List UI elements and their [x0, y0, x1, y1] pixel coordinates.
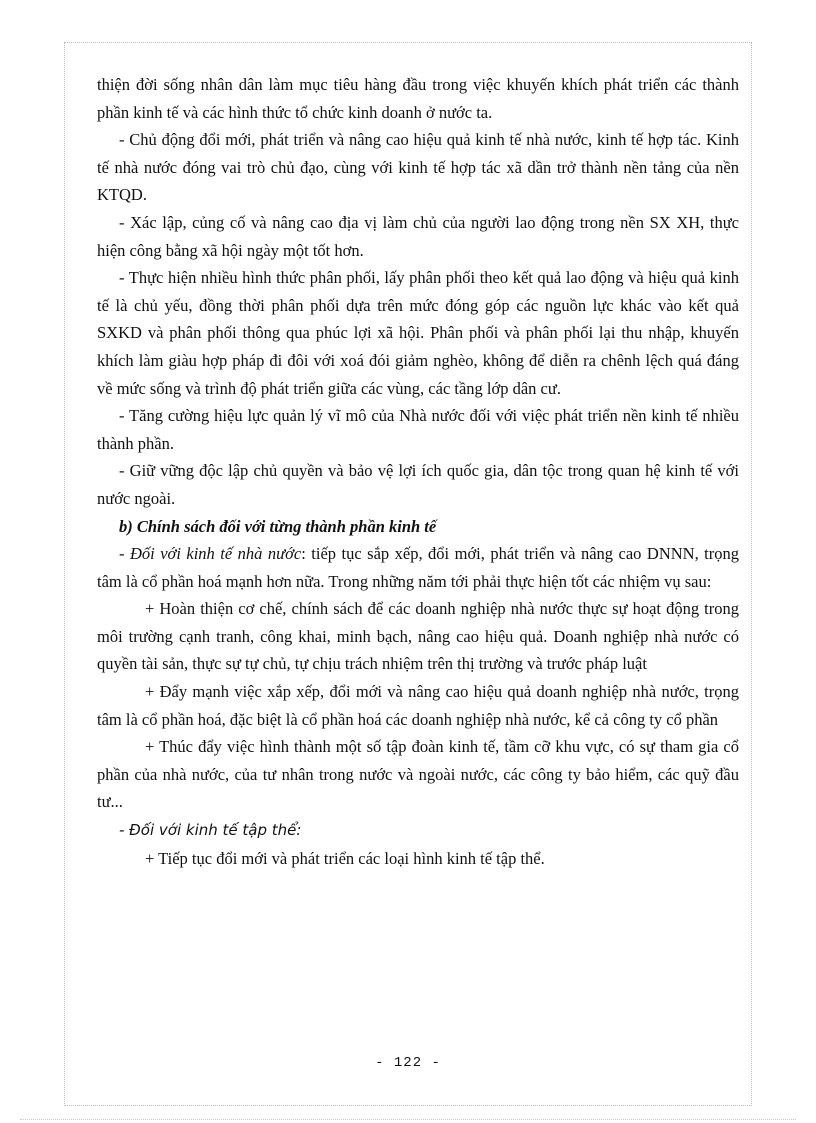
paragraph-macro-management: - Tăng cường hiệu lực quản lý vĩ mô của Nhà nước đối với việc phát triển nền kinh tế nhiều thành phần.	[97, 406, 739, 453]
paragraph-state-economy: - Chủ động đổi mới, phát triển và nâng cao hiệu quả kinh tế nhà nước, kinh tế hợp tác. Kinh tế nhà nước đóng vai trò chủ đạo, cùng với kinh tế hợp tác xã dần trở thành nền tảng của nền KTQD.	[97, 130, 739, 205]
task-item-2: + Đẩy mạnh việc xắp xếp, đổi mới và nâng cao hiệu quả doanh nghiệp nhà nước, trọng tâm là cổ phần hoá, đặc biệt là cổ phần hoá các doanh nghiệp nhà nước, kể cả công ty cổ phần	[97, 682, 739, 729]
collective-task-item: + Tiếp tục đổi mới và phát triển các loại hình kinh tế tập thể.	[145, 848, 545, 868]
section-heading: b) Chính sách đối với từng thành phần kinh tế	[119, 516, 437, 536]
paragraph-state-sector	[97, 540, 739, 595]
task-item-1: + Hoàn thiện cơ chế, chính sách để các doanh nghiệp nhà nước thực sự hoạt động trong môi trường cạnh tranh, công khai, minh bạch, nâng cao hiệu quả. Doanh nghiệp nhà nước có quyền tài sản, thực sự tự chủ, tự chịu trách nhiệm trên thị trường và trước pháp luật	[97, 599, 739, 674]
bottom-rule	[20, 1119, 796, 1120]
state-sector-label: - Đối với kinh tế nhà nước	[119, 544, 302, 564]
paragraph-worker-role: - Xác lập, củng cố và nâng cao địa vị làm chủ của người lao động trong nền SX XH, thực hiện công bằng xã hội ngày một tốt hơn.	[97, 212, 739, 260]
document-body	[97, 71, 739, 872]
paragraph-sovereignty: - Giữ vững độc lập chủ quyền và bảo vệ lợi ích quốc gia, dân tộc trong quan hệ kinh tế với nước ngoài.	[97, 461, 739, 508]
page-number: - 122 -	[375, 1055, 441, 1071]
collective-label: - Đối với kinh tế tập thể:	[119, 821, 302, 840]
paragraph-collective	[97, 816, 739, 845]
paragraph-intro: thiện đời sống nhân dân làm mục tiêu hàng đầu trong việc khuyến khích phát triển các thành phần kinh tế và các hình thức tổ chức kinh doanh ở nước ta.	[97, 75, 739, 122]
state-sector-text: : tiếp tục sắp xếp, đổi mới, phát triển và nâng cao DNNN, trọng tâm là cổ phần hoá mạnh hơn nữa. Trong những năm tới phải thực hiện tốt các nhiệm vụ sau:	[97, 544, 739, 591]
task-item-3: + Thúc đẩy việc hình thành một số tập đoàn kinh tế, tầm cỡ khu vực, có sự tham gia cổ phần của nhà nước, của tư nhân trong nước và ngoài nước, các công ty bảo hiểm, các quỹ đầu tư...	[97, 737, 739, 812]
paragraph-distribution: - Thực hiện nhiều hình thức phân phối, lấy phân phối theo kết quả lao động và hiệu quả kinh tế là chủ yếu, đồng thời phân phối dựa trên mức đóng góp các nguồn lực khác vào kết quả SXKD và phân phối thông qua phúc lợi xã hội. Phân phối và phân phối lại thu nhập, khuyến khích làm giàu hợp pháp đi đôi với xoá đói giảm nghèo, không để diễn ra chênh lệch quá đáng về mức sống và trình độ phát triển giữa các vùng, các tầng lớp dân cư.	[97, 268, 739, 398]
